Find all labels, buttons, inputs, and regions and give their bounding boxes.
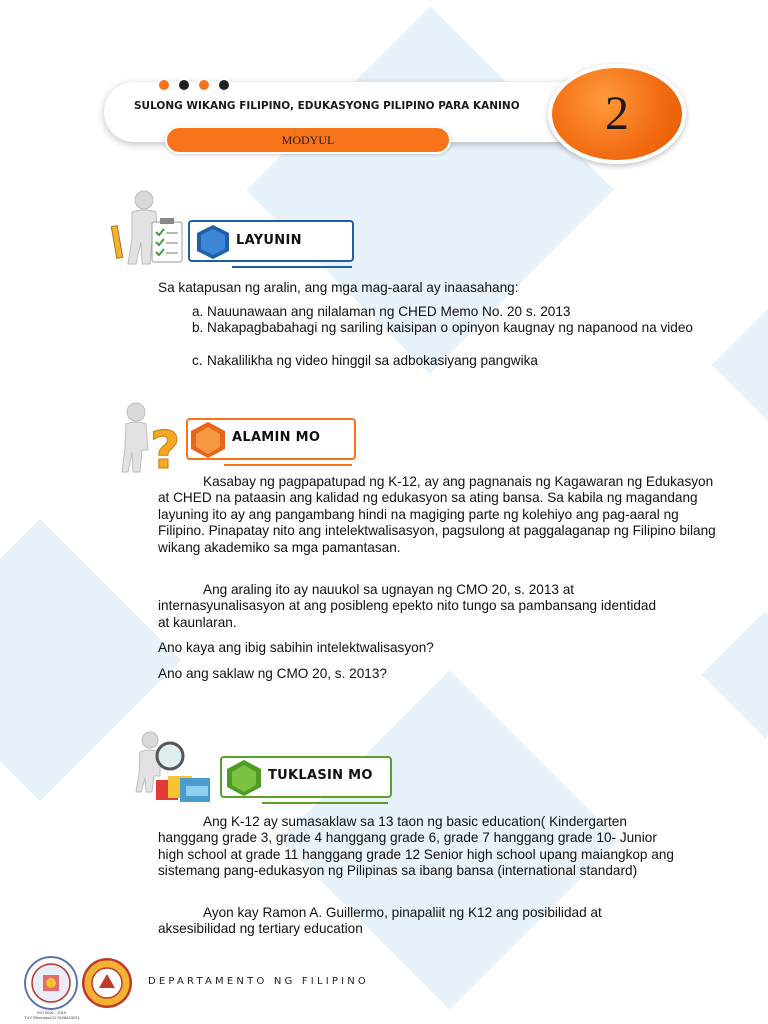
module-label: MODYUL	[165, 126, 451, 154]
bg-diamond	[701, 611, 768, 738]
alamin-paragraph-2	[158, 582, 658, 631]
module-number: 2	[548, 64, 686, 164]
tuv-line: TUV Rheinland ID 9108643291	[24, 1015, 80, 1020]
list-text: Nakalilikha ng video hinggil sa adbokasiyang pangwika	[207, 353, 538, 368]
iso-line: ISO 9001 : 2015	[37, 1010, 67, 1015]
list-marker: a.	[192, 304, 204, 319]
alamin-p1-text: Kasabay ng pagpapatupad ng K-12, ay ang pagnanais ng Kagawaran ng Edukasyon at CHED na pataasin ang kalidad ng edukasyon sa ating bansa. Sa kabila ng magandang layuning ito ay ang pangambang hindi na magiging parte ng kolehiyo ang pag-aaral ng Filipino. Pinapatay nito ang intelektwalisasyon, pagsulong at paggalaganap ng Filipino bilang wikang akademiko sa mga pamantasan.	[158, 474, 716, 555]
list-marker: b.	[192, 320, 204, 335]
question-figure-icon	[114, 400, 194, 478]
svg-text:?: ?	[150, 421, 181, 478]
layunin-intro: Sa katapusan ng aralin, ang mga mag-aaral ay inaasahang:	[158, 280, 519, 295]
dot-dark	[217, 78, 231, 92]
alamin-question-1: Ano kaya ang ibig sabihin intelektwalisasyon?	[158, 640, 434, 655]
alamin-paragraph-1	[158, 474, 726, 556]
tuklasin-underline	[262, 802, 388, 804]
list-text: Nauunawaan ang nilalaman ng CHED Memo No. 20 s. 2013	[207, 304, 571, 319]
alamin-heading: ALAMIN MO	[232, 430, 321, 445]
dot-dark	[177, 78, 191, 92]
tuklasin-paragraph-2	[158, 905, 638, 938]
tuklasin-heading: TUKLASIN MO	[268, 768, 373, 783]
alamin-p2-text: Ang araling ito ay nauukol sa ugnayan ng CMO 20, s. 2013 at internasyunalisasyon at ang posibleng epekto nito tungo sa pambansang identidad at kaunlaran.	[158, 582, 657, 630]
list-item	[192, 353, 732, 370]
magnifier-figure-icon	[128, 730, 220, 808]
green-hexagon-icon	[224, 758, 264, 798]
list-text: Nakapagbabahagi ng sariling kaisipan o opinyon kaugnay ng napanood na video	[207, 320, 693, 335]
dot-orange	[157, 78, 171, 92]
blue-hexagon-icon	[194, 223, 232, 261]
list-marker: c.	[192, 353, 203, 368]
college-seal-logo	[82, 958, 132, 1008]
list-item	[192, 304, 732, 321]
tuklasin-header	[128, 730, 408, 810]
university-seal-logo	[24, 956, 78, 1010]
alamin-underline	[224, 464, 352, 466]
alamin-header	[114, 400, 374, 480]
checklist-figure-icon	[108, 190, 188, 268]
layunin-underline	[232, 266, 352, 268]
orange-hexagon-icon	[188, 420, 228, 460]
list-item	[192, 320, 732, 353]
tuklasin-p2-text: Ayon kay Ramon A. Guillermo, pinapaliit ng K12 ang posibilidad at aksesibilidad ng tertiary education	[158, 905, 602, 937]
layunin-heading: LAYUNIN	[236, 233, 302, 248]
alamin-question-2: Ano ang saklaw ng CMO 20, s. 2013?	[158, 666, 387, 681]
dot-orange	[197, 78, 211, 92]
header-dots	[157, 78, 231, 92]
tuklasin-paragraph-1	[158, 814, 686, 880]
layunin-header	[108, 190, 368, 270]
page-title: SULONG WIKANG FILIPINO, EDUKASYONG PILIPINO PARA KANINO	[134, 100, 520, 112]
department-name: DEPARTAMENTO NG FILIPINO	[148, 976, 369, 987]
tuklasin-p1-text: Ang K-12 ay sumasaklaw sa 13 taon ng basic education( Kindergarten hanggang grade 3, grade 4 hanggang grade 6, grade 7 hanggang grade 10- Junior high school at grade 11 hanggang grade 12 Senior high school upang maiangkop ang sistemang pang-edukasyon ng Pilipinas sa ibang bansa (international standard)	[158, 814, 674, 879]
